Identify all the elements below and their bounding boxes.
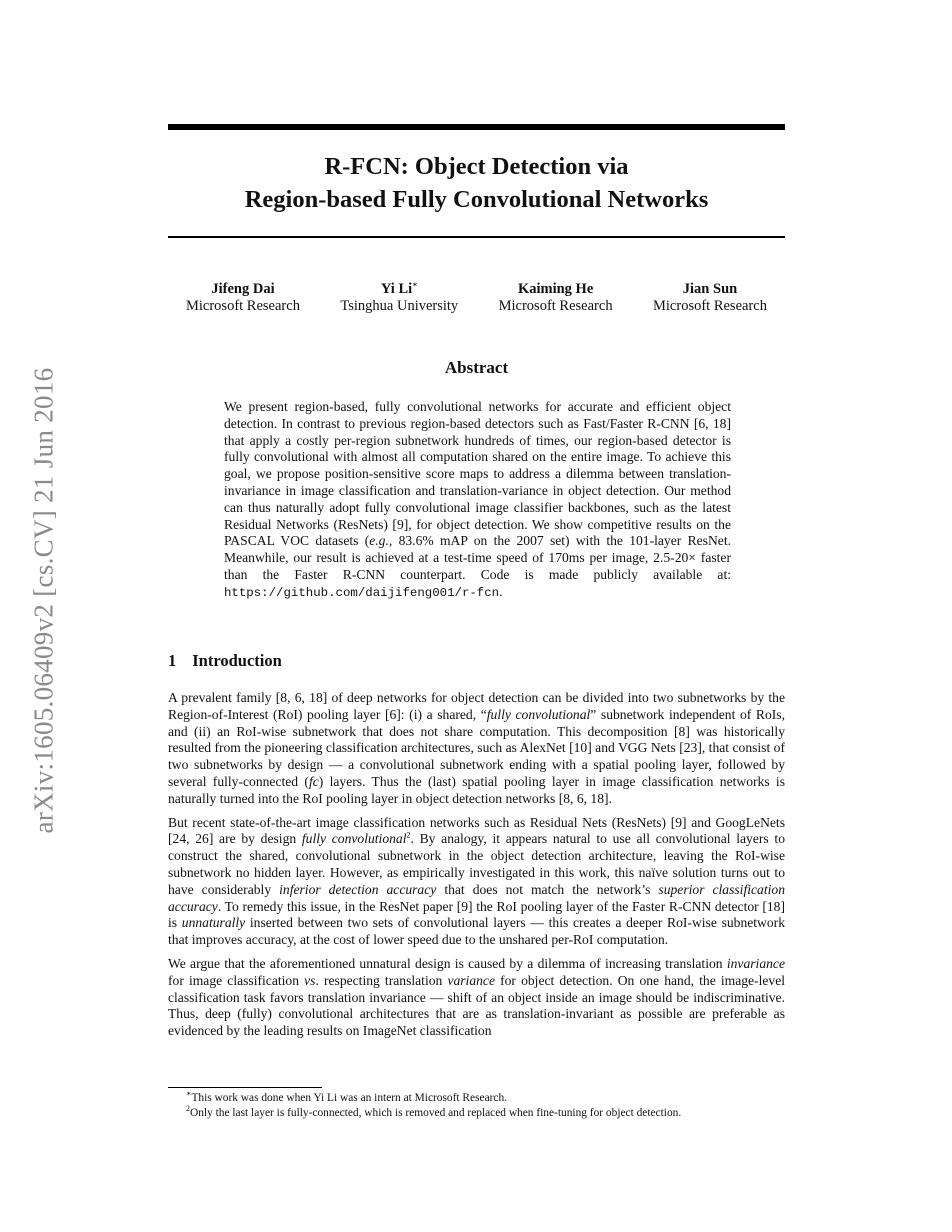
author-mark: ∗ <box>412 280 418 290</box>
paragraph: A prevalent family [8, 6, 18] of deep networks for object detection can be divided into two subnetworks by the Region-of-Interest (RoI) pooling layer [6]: (i) a shared, “fully convolutional” subnetwork independent of RoIs, and (ii) an RoI-wise subnetwork that does not share computation. This decomposition [8] was historically resulted from the pioneering classification architectures, such as AlexNet [10] and VGG Nets [23], that consist of two subnetworks by design — a convolutional subnetwork ending with a spatial pooling layer, followed by several fully-connected (fc) layers. Thus the (last) spatial pooling layer in image classification networks is naturally turned into the RoI pooling layer in object detection networks [8, 6, 18]. <box>168 690 785 806</box>
section-number: 1 <box>168 651 177 670</box>
title-bottom-rule <box>168 236 785 238</box>
title-line-1: R-FCN: Object Detection via <box>324 153 629 180</box>
footnote-ref[interactable]: 2 <box>406 830 411 840</box>
paragraph: But recent state-of-the-art image classification networks such as Residual Nets (ResNets) [9] and GoogLeNets [24, 26] are by design fully convolutional$^2$. By analogy, it appears natural to use all convolutional layers to construct the shared, convolutional subnetwork in the object detection architecture, leaving the RoI-wise subnetwork no hidden layer. However, as empirically investigated in this work, this naïve solution turns out to have considerably inferior detection accuracy that does not match the network’s superior classification accuracy. To remedy this issue, in the ResNet paper [9] the RoI pooling layer of the Faster R-CNN detector [18] is unnaturally inserted between two sets of convolutional layers — this creates a deeper RoI-wise subnetwork that improves accuracy, at the cost of lower speed due to the unshared per-RoI computation. <box>168 814 785 948</box>
arxiv-identifier: arXiv:1605.06409v2 [cs.CV] 21 Jun 2016 <box>28 367 59 833</box>
abstract-text: We present region-based, fully convolutional networks for accurate and efficient object detection. In contrast to previous region-based detectors such as Fast/Faster R-CNN [6, 18] that apply a costly per-region subnetwork hundreds of times, our region-based detector is fully convolutional with almost all computation shared on the entire image. To achieve this goal, we propose position-sensitive score maps to address a dilemma between translation-invariance in image classification and translation-variance in object detection. Our method can thus naturally adopt fully convolutional image classifier backbones, such as the latest Residual Networks (ResNets) [9], for object detection. We show competitive results on the PASCAL VOC datasets (e.g., 83.6% mAP on the 2007 set) with the 101-layer ResNet. Meanwhile, our result is achieved at a test-time speed of 170ms per image, 2.5-20× faster than the Faster R-CNN counterpart. Code is made publicly available at: https://github.com/daijifeng001/r-fcn. <box>224 399 731 600</box>
section-heading <box>168 651 282 671</box>
footnote: $^2$Only the last layer is fully-connected, which is removed and replaced when fine-tuning for object detection. <box>186 1104 682 1119</box>
paper-title <box>168 150 785 216</box>
footnotes <box>168 1091 785 1121</box>
author-name: Yi Li <box>380 281 413 297</box>
code-url-link[interactable]: https://github.com/daijifeng001/r-fcn <box>224 585 500 600</box>
footnote-rule <box>168 1087 322 1088</box>
author-list <box>168 281 785 315</box>
author-name: Kaiming He <box>517 281 594 297</box>
author-name: Jian Sun <box>682 281 738 297</box>
abstract-heading: Abstract <box>444 358 509 377</box>
title-top-rule <box>168 124 785 130</box>
author-affiliation: Microsoft Research <box>653 298 767 314</box>
footnote: ∗This work was done when Yi Li was an intern at Microsoft Research. <box>186 1089 508 1104</box>
paragraph: We argue that the aforementioned unnatural design is caused by a dilemma of increasing translation invariance for image classification vs. respecting translation variance for object detection. On one hand, the image-level classification task favors translation invariance — shift of an object inside an image should be indiscriminative. Thus, deep (fully) convolutional architectures that are as translation-invariant as possible are preferable as evidenced by the leading results on ImageNet classification <box>168 955 785 1039</box>
author <box>186 281 300 315</box>
author <box>499 281 613 315</box>
author-affiliation: Tsinghua University <box>340 298 459 314</box>
section-body <box>168 690 785 1047</box>
arxiv-sidebar <box>20 330 68 870</box>
author-affiliation: Microsoft Research <box>186 298 300 314</box>
author <box>653 281 767 315</box>
title-line-2: Region-based Fully Convolutional Networks <box>244 186 709 213</box>
author-affiliation: Microsoft Research <box>498 298 613 314</box>
author-name: Jifeng Dai <box>211 281 275 297</box>
section-title: Introduction <box>192 651 282 670</box>
author <box>340 281 458 315</box>
